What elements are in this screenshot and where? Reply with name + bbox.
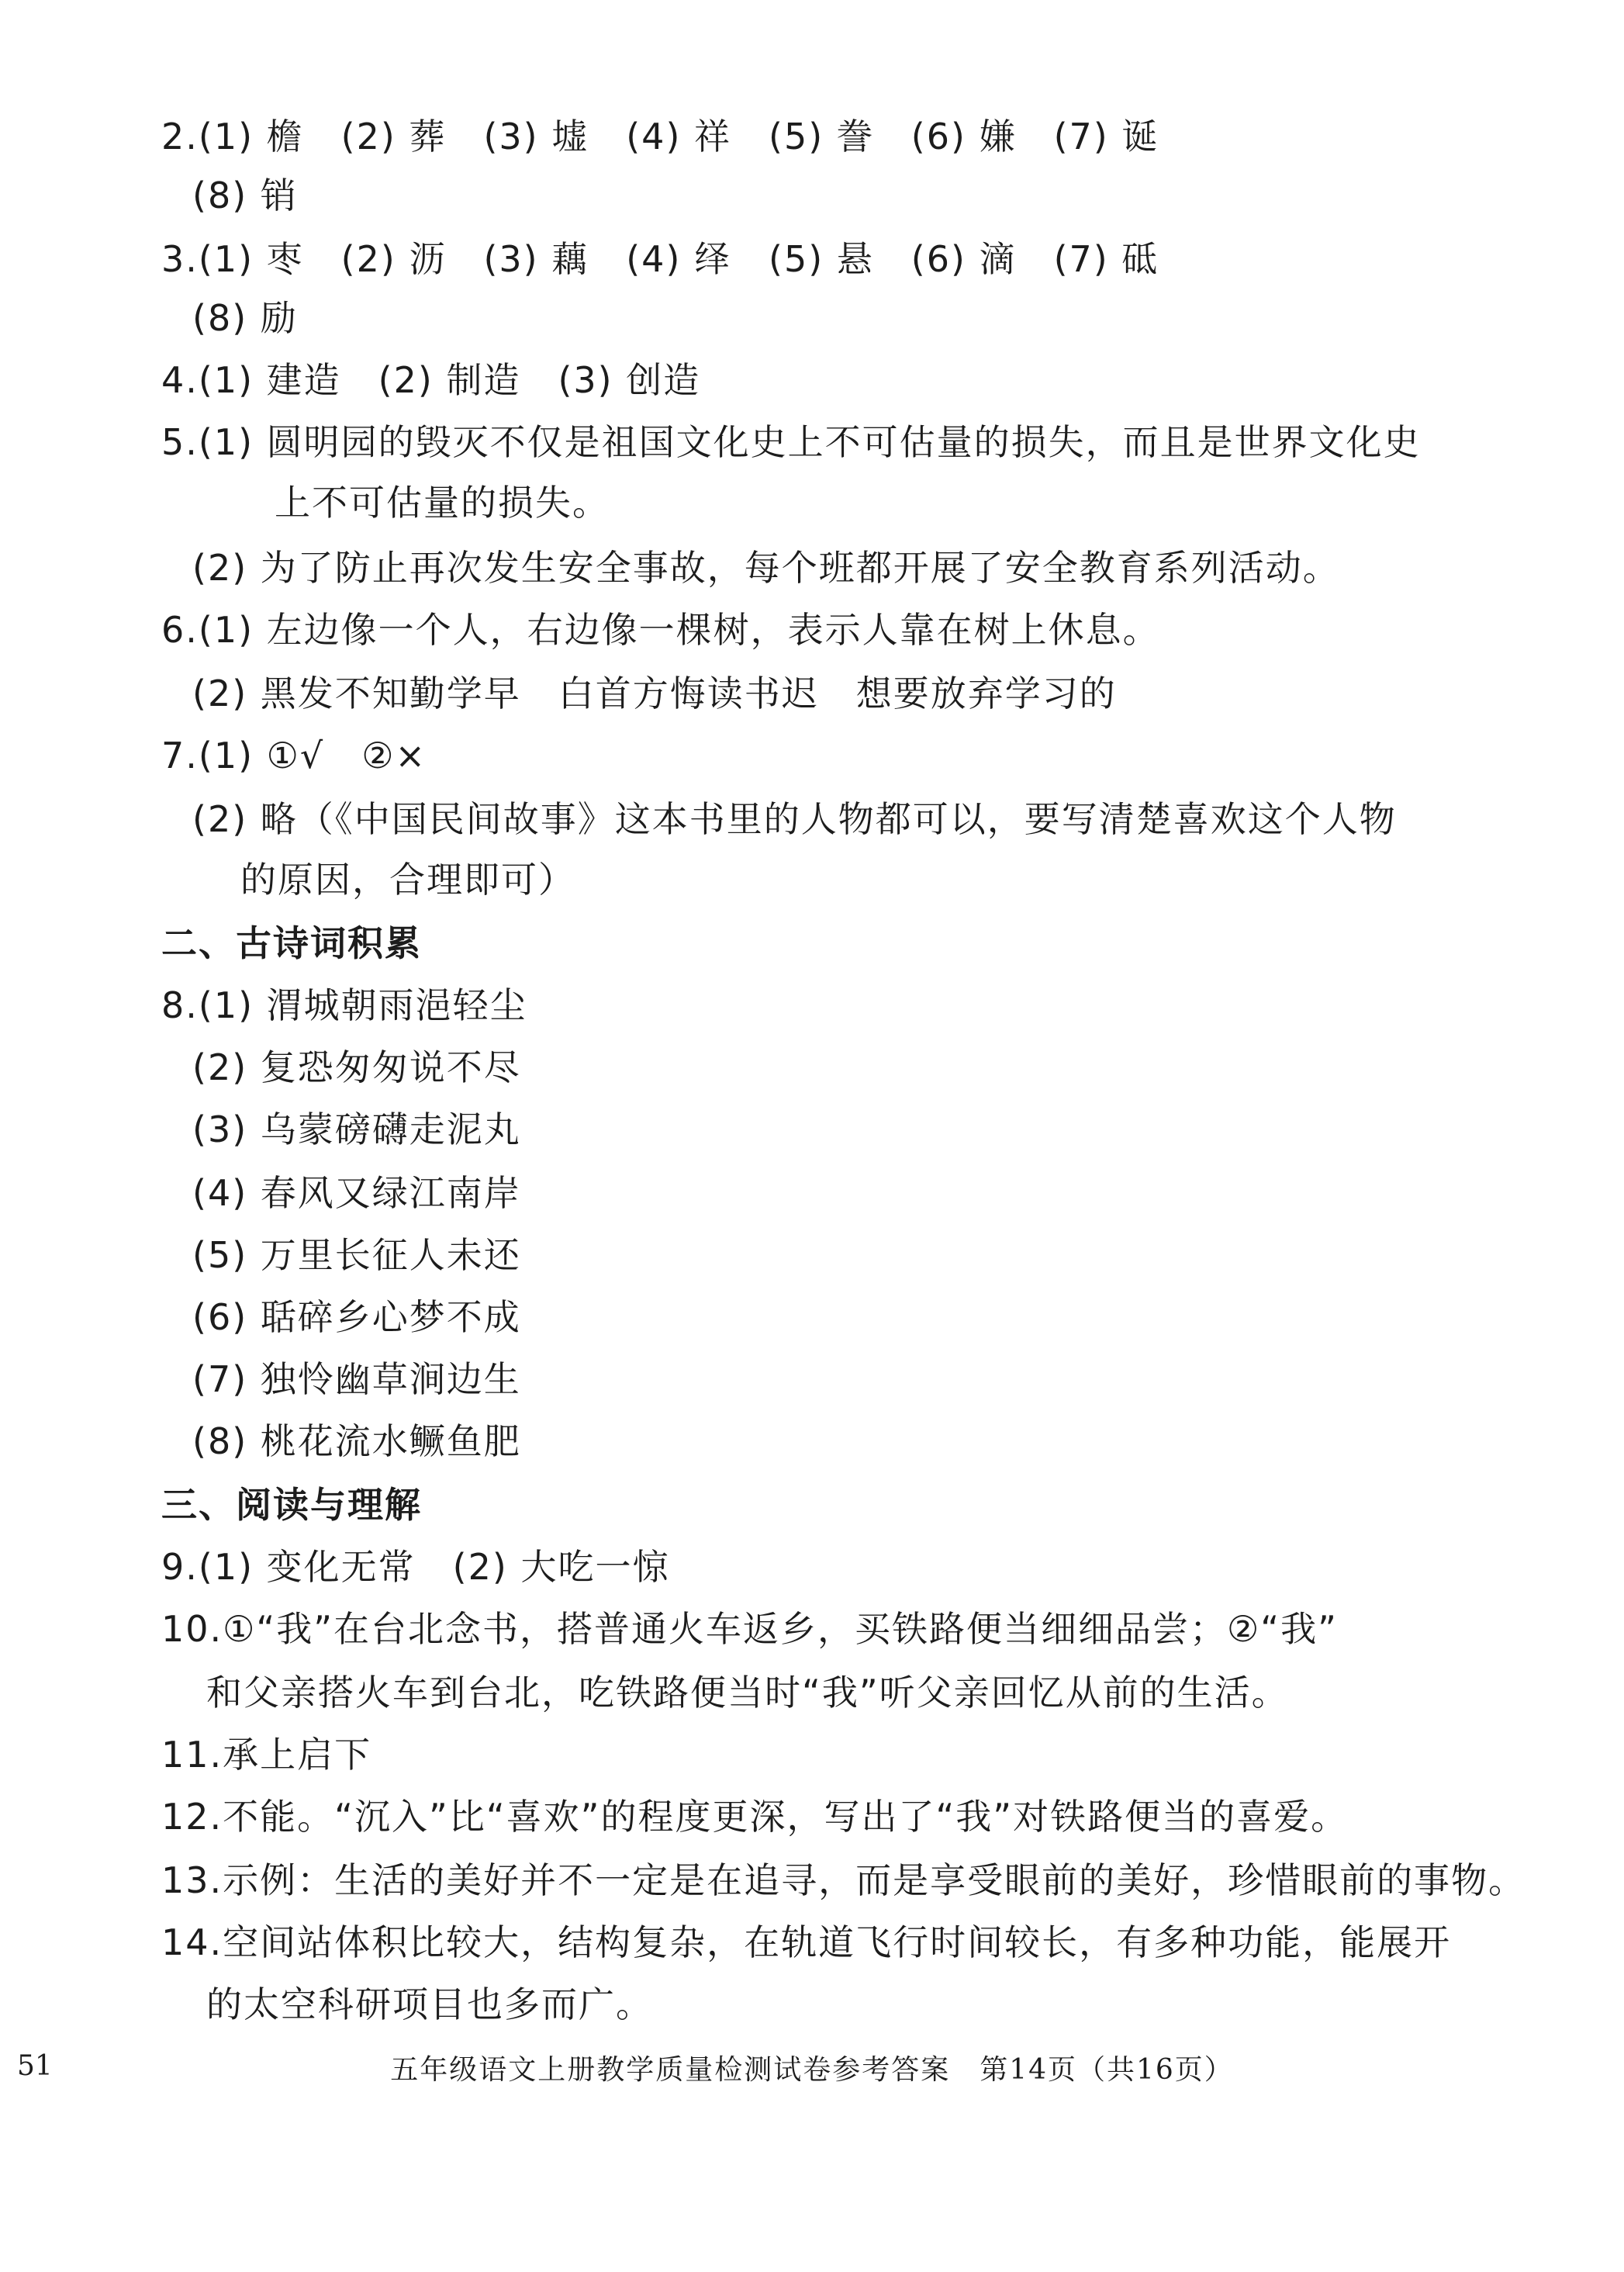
answer-line: (2) 复恐匆匆说不尽 — [192, 1046, 521, 1088]
answer-line: 的原因，合理即可） — [240, 859, 575, 901]
answer-line: 10.①“我”在台北念书，搭普通火车返乡，买铁路便当细细品尝；②“我” — [161, 1608, 1338, 1650]
answer-line: 14.空间站体积比较大，结构复杂，在轨道飞行时间较长，有多种功能，能展开 — [161, 1921, 1452, 1963]
answer-line: 4.(1) 建造 (2) 制造 (3) 创造 — [161, 359, 701, 401]
answer-line: (2) 黑发不知勤学早 白首方悔读书迟 想要放弃学习的 — [192, 673, 1117, 714]
answer-line: 2.(1) 檐 (2) 葬 (3) 墟 (4) 祥 (5) 誊 (6) 嫌 (7) 诞 — [161, 116, 1159, 157]
answer-line: 3.(1) 枣 (2) 沥 (3) 藕 (4) 绎 (5) 悬 (6) 滴 (7) 砥 — [161, 238, 1159, 280]
answer-line: (6) 聒碎乡心梦不成 — [192, 1296, 521, 1338]
answer-line: (2) 为了防止再次发生安全事故，每个班都开展了安全教育系列活动。 — [192, 547, 1340, 589]
answer-line: 6.(1) 左边像一个人，右边像一棵树，表示人靠在树上休息。 — [161, 609, 1160, 651]
section-heading: 二、古诗词积累 — [161, 922, 422, 964]
answer-line: 9.(1) 变化无常 (2) 大吃一惊 — [161, 1546, 670, 1588]
page-number: 51 — [17, 2050, 53, 2082]
answer-line: (7) 独怜幽草涧边生 — [192, 1358, 521, 1400]
answer-line: 12.不能。“沉入”比“喜欢”的程度更深，写出了“我”对铁路便当的喜爱。 — [161, 1796, 1349, 1838]
answer-line: (2) 略（《中国民间故事》这本书里的人物都可以，要写清楚喜欢这个人物 — [192, 798, 1397, 840]
answer-line: 7.(1) ①√ ②× — [161, 735, 427, 776]
answer-line: (4) 春风又绿江南岸 — [192, 1172, 521, 1214]
answer-line: 和父亲搭火车到台北，吃铁路便当时“我”听父亲回忆从前的生活。 — [206, 1672, 1289, 1714]
answer-line: 8.(1) 渭城朝雨浥轻尘 — [161, 984, 527, 1026]
answer-line: 13.示例：生活的美好并不一定是在追寻，而是享受眼前的美好，珍惜眼前的事物。 — [161, 1859, 1526, 1901]
answer-line: (8) 桃花流水鳜鱼肥 — [192, 1420, 521, 1462]
answer-line: 的太空科研项目也多而广。 — [206, 1983, 653, 2025]
answer-line: (8) 销 — [192, 175, 298, 216]
footer-title: 五年级语文上册教学质量检测试卷参考答案 第14页（共16页） — [390, 2054, 1234, 2086]
answer-line: 5.(1) 圆明园的毁灭不仅是祖国文化史上不可估量的损失，而且是世界文化史 — [161, 421, 1421, 463]
answer-line: 11.承上启下 — [161, 1734, 372, 1776]
section-heading: 三、阅读与理解 — [161, 1484, 422, 1526]
answer-line: (5) 万里长征人未还 — [192, 1234, 521, 1276]
answer-line: (8) 励 — [192, 297, 298, 339]
answer-line: 上不可估量的损失。 — [275, 482, 610, 524]
answer-line: (3) 乌蒙磅礴走泥丸 — [192, 1108, 521, 1150]
